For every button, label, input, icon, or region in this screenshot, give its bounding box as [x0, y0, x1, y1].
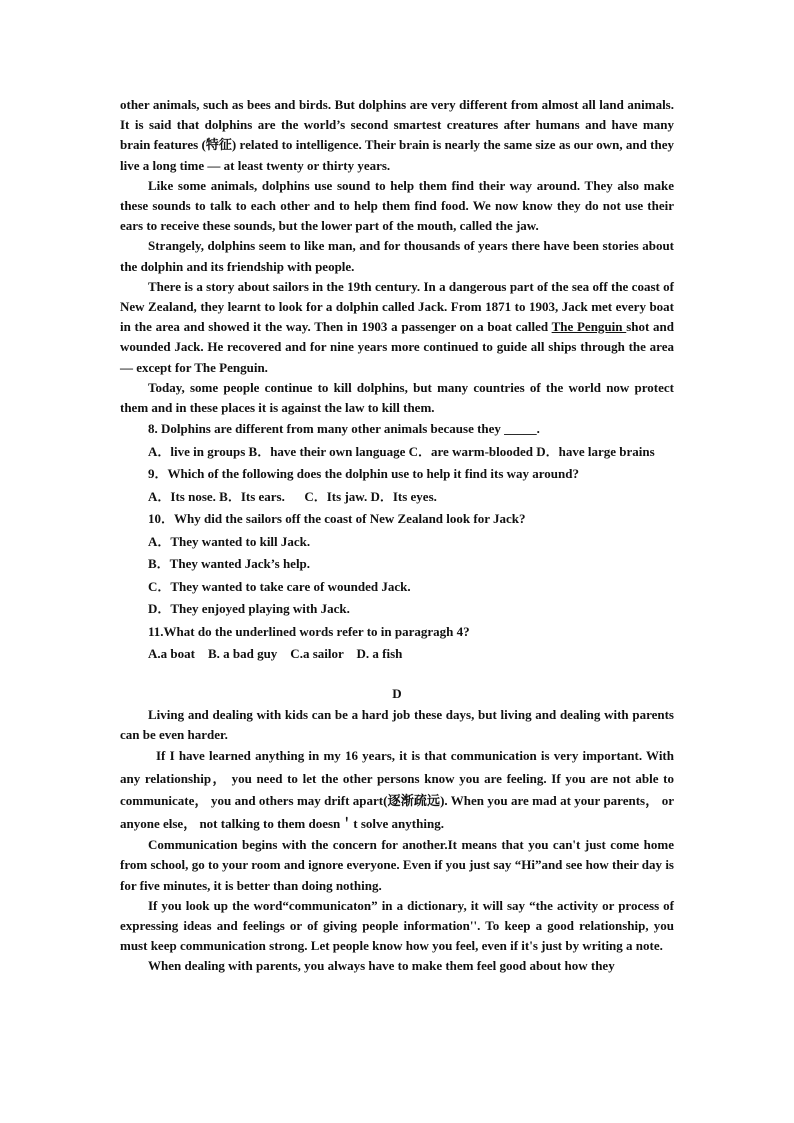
underlined-words: The Penguin — [551, 319, 627, 335]
paragraph-4-text-after: shot and wounded Jack. He recovered and for nine years more continued to guide all ships through the area — except for The Penguin. — [120, 319, 675, 375]
passage-d-paragraph-3: Communication begins with the concern for another.It means that you can't just come home from school, go to your room and ignore everyone. Even if you just say “Hi”and see how their day is for five minutes, it is better than doing nothing. — [120, 837, 674, 893]
question-8-options: A．live in groups B．have their own language C．are warm-blooded D．have large brains — [148, 443, 655, 459]
passage-c-paragraph-4 — [120, 277, 674, 378]
passage-d-paragraph-2: If I have learned anything in my 16 years, it is that communication is very important. With any relationship， you need to let the other persons know you are feeling. If you are not able to communicate， you and others may drift apart(逐渐疏远). When you are mad at your parents， or anyone else， not talking to them doesn＇t solve anything. — [120, 748, 674, 831]
passage-d-paragraph-5: When dealing with parents, you always have to make them feel good about how they — [148, 958, 615, 974]
passage-c-paragraph-2: Like some animals, dolphins use sound to help them find their way around. They also make these sounds to talk to each other and to help them find food. We now know they do not use their ears to receive these sounds, but the lower part of the mouth, called the jaw. — [120, 177, 674, 234]
document-page — [120, 95, 674, 977]
question-9: 9．Which of the following does the dolphin use to help it find its way around? — [148, 466, 579, 482]
question-10-option-b: B．They wanted Jack’s help. — [148, 556, 311, 572]
question-10-option-d: D．They enjoyed playing with Jack. — [148, 601, 350, 617]
question-9-options: A．Its nose. B．Its ears. C．Its jaw. D．Its eyes. — [148, 488, 437, 504]
question-10: 10．Why did the sailors off the coast of New Zealand look for Jack? — [148, 511, 526, 527]
passage-c-paragraph-1: other animals, such as bees and birds. But dolphins are very different from almost all land animals. It is said that dolphins are the world’s second smartest creatures after humans and have many brain features (特征) related to intelligence. Their brain is nearly the same size as our own, and they live a long time — at least twenty or thirty years. — [120, 97, 674, 173]
section-label: D — [392, 685, 402, 701]
question-8: 8. Dolphins are different from many other animals because they _____. — [148, 421, 540, 437]
passage-c-paragraph-5: Today, some people continue to kill dolphins, but many countries of the world now protect them and in these places it is against the law to kill them. — [120, 379, 674, 416]
question-10-option-a: A．They wanted to kill Jack. — [148, 533, 311, 549]
question-11: 11.What do the underlined words refer to in paragragh 4? — [148, 623, 470, 639]
passage-d-paragraph-4: If you look up the word“communicaton” in a dictionary, it will say “the activity or process of expressing ideas and feelings or of giving people information''. To keep a good relationship, you must keep communication strong. Let people know how you feel, even if it's just by writing a note. — [120, 897, 674, 954]
paragraph-4-text-before: There is a story about sailors in the 19th century. In a dangerous part of the sea off the coast of New Zealand, they learnt to look for a dolphin called Jack. From 1871 to 1903, Jack met every boat in the area and showed it the way. Then in 1903 a passenger on a boat called — [120, 278, 674, 335]
passage-d-paragraph-1: Living and dealing with kids can be a hard job these days, but living and dealing with parents can be even harder. — [120, 706, 674, 742]
question-10-option-c: C．They wanted to take care of wounded Jack. — [148, 578, 411, 594]
question-11-options: A.a boat B. a bad guy C.a sailor D. a fish — [148, 646, 403, 662]
passage-c-paragraph-3: Strangely, dolphins seem to like man, and for thousands of years there have been stories about the dolphin and its friendship with people. — [120, 238, 674, 274]
